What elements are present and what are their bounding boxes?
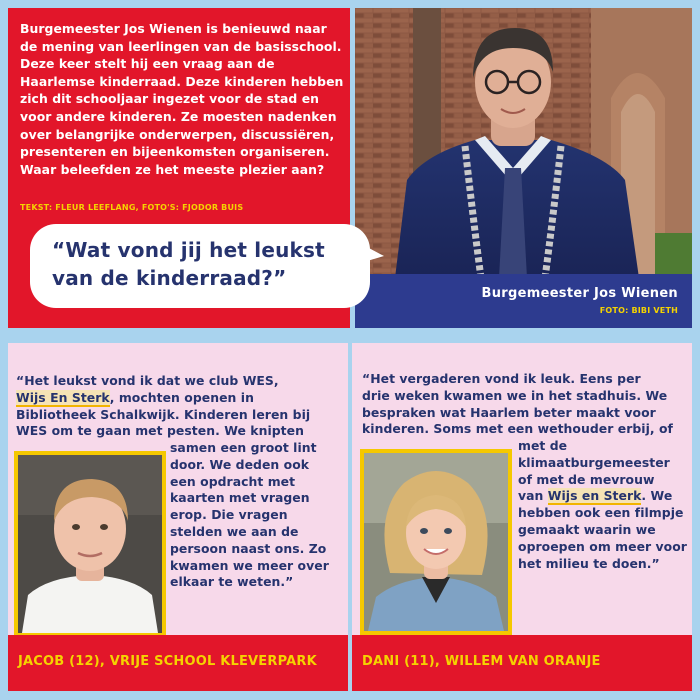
kid-panel-dani bbox=[352, 343, 692, 691]
quote-line: Wijs En Sterk, mochten openen in bbox=[16, 389, 254, 405]
quote-line: “Het vergaderen vond ik leuk. Eens per bbox=[362, 371, 641, 386]
mayor-caption: Burgemeester Jos Wienen bbox=[481, 286, 678, 301]
quote-line: hebben ook een filmpje bbox=[518, 505, 684, 521]
quote-line: samen een groot lint bbox=[170, 440, 317, 455]
intro-text bbox=[20, 20, 346, 178]
quote-line: kaarten met vragen bbox=[170, 490, 310, 506]
intro-line: over belangrijke onderwerpen, discussiëren, bbox=[20, 126, 335, 142]
jacob-quote-side bbox=[170, 440, 348, 591]
quote-line: door. We deden ook bbox=[170, 456, 310, 472]
quote-line: stelden we aan de bbox=[170, 523, 299, 539]
dani-photo bbox=[364, 453, 508, 631]
quote-line: kinderen. Soms met een wethouder erbij, of bbox=[362, 421, 673, 437]
photo-text-credits: TEKST: FLEUR LEEFLANG, FOTO'S: FJODOR BUIS bbox=[20, 203, 244, 212]
jacob-quote-top bbox=[16, 373, 346, 440]
quote-line: klimaatburgemeester bbox=[518, 454, 670, 470]
jacob-photo bbox=[18, 455, 162, 633]
mayor-caption-bar bbox=[355, 274, 692, 328]
jacob-name: JACOB (12), VRIJE SCHOOL KLEVERPARK bbox=[18, 654, 317, 669]
dani-photo-frame bbox=[360, 449, 512, 635]
dani-quote-side bbox=[518, 438, 692, 572]
intro-line: Haarlemse kinderraad. Deze kinderen hebben bbox=[20, 73, 344, 89]
intro-line: de mening van leerlingen van de basisschool. bbox=[20, 38, 342, 54]
quote-line: het milieu te doen.” bbox=[518, 555, 660, 571]
intro-line: Deze keer stelt hij een vraag aan de bbox=[20, 56, 275, 72]
kid-panel-jacob bbox=[8, 343, 348, 691]
highlighted-term: Wijs En Sterk bbox=[16, 389, 110, 405]
quote-line: drie weken kwamen we in het stadhuis. We bbox=[362, 387, 668, 403]
jacob-name-bar bbox=[8, 635, 348, 691]
quote-line: WES om te gaan met pesten. We knipten bbox=[16, 423, 304, 439]
quote-line: een opdracht met bbox=[170, 473, 296, 489]
highlighted-term: Wijs en Sterk bbox=[547, 488, 642, 504]
quote-line: bespraken wat Haarlem beter maakt voor bbox=[362, 404, 656, 420]
quote-line: “Het leukst vond ik dat we club WES, bbox=[16, 373, 279, 388]
mayor-photo-panel bbox=[355, 8, 692, 328]
quote-line: elkaar te weten.” bbox=[170, 574, 294, 590]
dani-name-bar bbox=[352, 635, 692, 691]
quote-line: met de bbox=[518, 438, 568, 453]
quote-line: of met de mevrouw bbox=[518, 471, 655, 487]
quote-line: Bibliotheek Schalkwijk. Kinderen leren bij bbox=[16, 406, 311, 422]
intro-line: voor andere kinderen. Ze moesten nadenken bbox=[20, 108, 337, 124]
quote-line: oproepen om meer voor bbox=[518, 538, 687, 554]
quote-line: van Wijs en Sterk. We bbox=[518, 488, 673, 504]
intro-line: Burgemeester Jos Wienen is benieuwd naar bbox=[20, 21, 327, 36]
quote-line: kwamen we meer over bbox=[170, 557, 329, 573]
quote-line: gemaakt waarin we bbox=[518, 521, 656, 537]
question-line: “Wat vond jij het leukst bbox=[52, 238, 325, 262]
jacob-photo-frame bbox=[14, 451, 166, 637]
question-line: van de kinderraad?” bbox=[52, 266, 287, 290]
intro-line: Waar beleefden ze het meeste plezier aan? bbox=[20, 161, 325, 177]
quote-line: erop. Die vragen bbox=[170, 507, 288, 523]
intro-line: zich dit schooljaar ingezet voor de stad en bbox=[20, 91, 320, 107]
mayor-photo-credit: FOTO: BIBI VETH bbox=[599, 306, 678, 315]
dani-name: DANI (11), WILLEM VAN ORANJE bbox=[362, 654, 601, 669]
question-speech-bubble bbox=[30, 224, 370, 308]
quote-line: persoon naast ons. Zo bbox=[170, 540, 327, 556]
dani-quote-top bbox=[362, 371, 692, 438]
intro-line: presenteren en bijeenkomsten organiseren. bbox=[20, 144, 330, 160]
